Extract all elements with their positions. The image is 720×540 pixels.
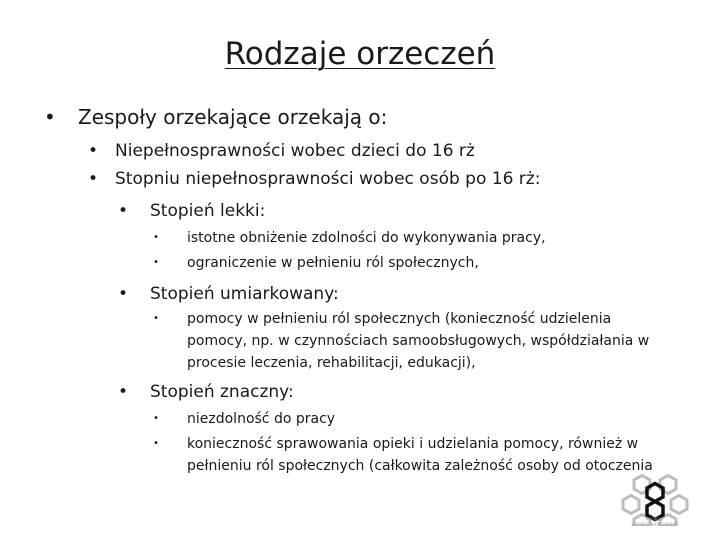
- bullet-icon: •: [153, 413, 159, 424]
- bullet-icon: •: [88, 141, 99, 161]
- degree-detail: konieczność sprawowania opieki i udzielania pomocy, również w: [187, 436, 639, 452]
- degree-label: Stopień umiarkowany:: [150, 284, 339, 304]
- degree-detail: niezdolność do pracy: [187, 411, 336, 427]
- degree-label: Stopień lekki:: [150, 201, 266, 221]
- bullet-icon: •: [88, 169, 99, 189]
- bullet-icon: •: [44, 105, 56, 129]
- slide-title: Rodzaje orzeczeń: [224, 36, 496, 72]
- logo-caption: PROJEKT WSPÓŁFINANSOWANY: [631, 517, 679, 527]
- bullet-icon: •: [118, 284, 129, 304]
- degree-detail: pomocy w pełnieniu ról społecznych (konieczność udzielenia: [187, 311, 612, 327]
- degree-detail: ograniczenie w pełnieniu ról społecznych,: [187, 255, 479, 271]
- bullet-icon: •: [153, 438, 159, 449]
- level2-item: Stopniu niepełnosprawności wobec osób po 16 rż:: [115, 169, 541, 189]
- bullet-icon: •: [118, 382, 129, 402]
- level2-item: Niepełnosprawności wobec dzieci do 16 rż: [115, 141, 475, 161]
- degree-detail: pomocy, np. w czynnościach samoobsługowych, współdziałania w: [187, 333, 650, 349]
- bullet-icon: •: [153, 313, 159, 324]
- bullet-icon: •: [153, 257, 159, 268]
- bullet-icon: •: [153, 232, 159, 243]
- degree-detail: procesie leczenia, rehabilitacji, edukacji),: [187, 355, 476, 371]
- level1-text: Zespoły orzekające orzekają o:: [78, 105, 388, 129]
- bullet-icon: •: [118, 201, 129, 221]
- degree-detail: istotne obniżenie zdolności do wykonywania pracy,: [187, 230, 546, 246]
- degree-label: Stopień znaczny:: [150, 382, 294, 402]
- degree-detail: pełnieniu ról społecznych (całkowita zależność osoby od otoczenia: [187, 458, 653, 474]
